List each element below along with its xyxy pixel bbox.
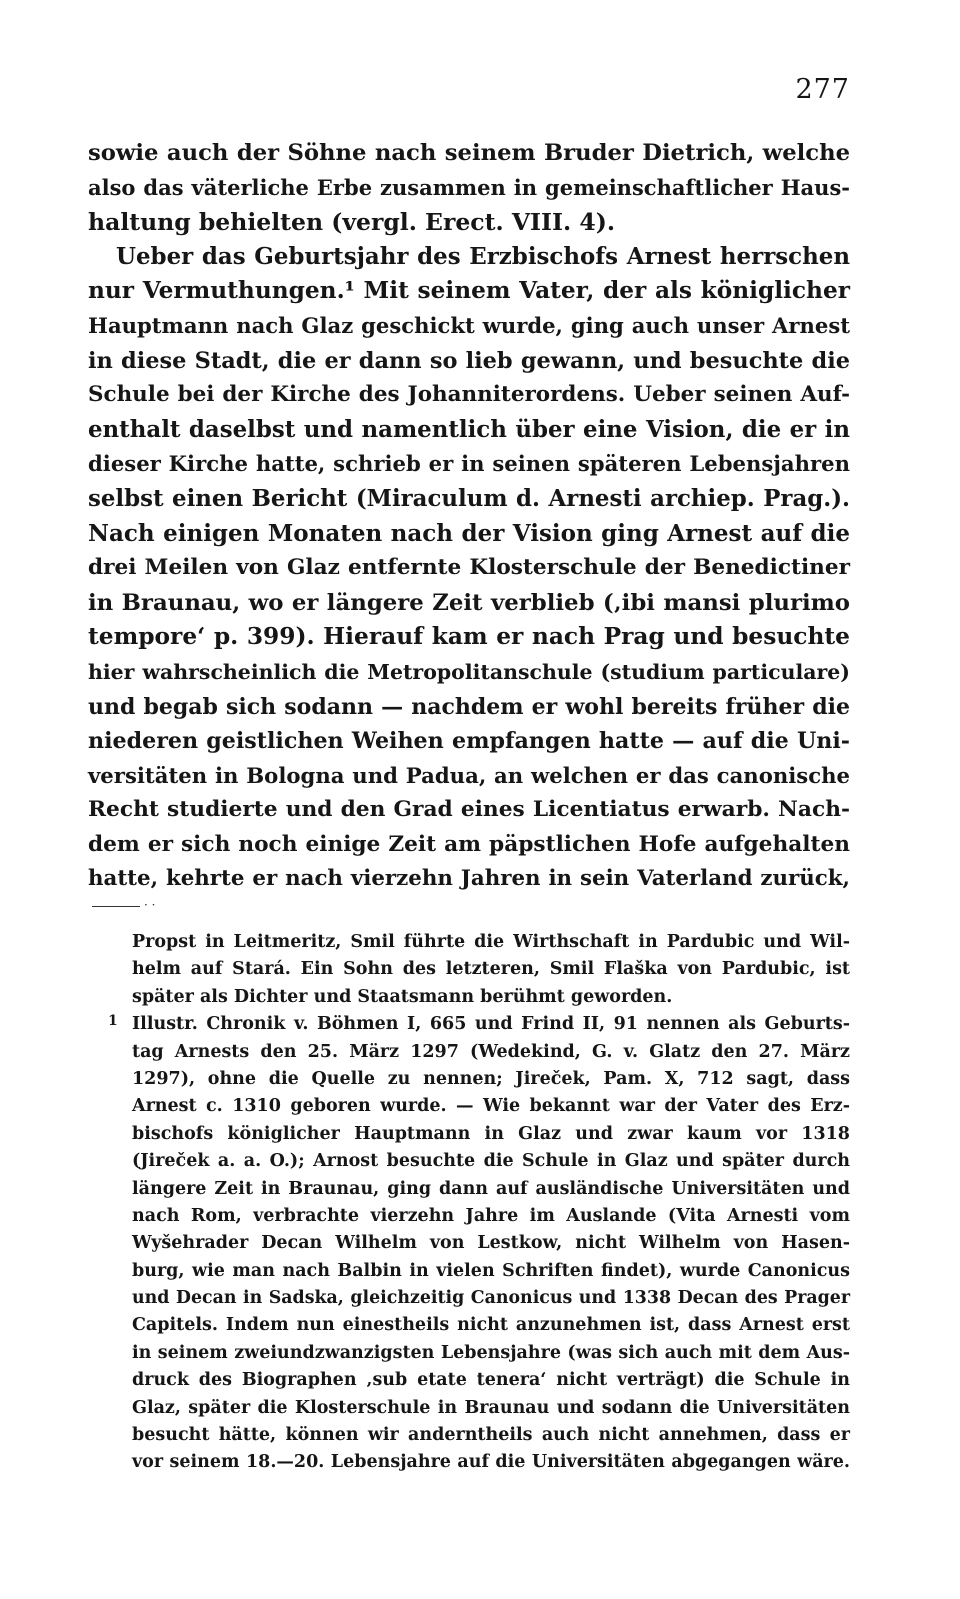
footnote-line: druck des Biographen ‚sub etate tenera‘ nicht verträgt) die Schule in [132,1370,850,1391]
text-line: Hauptmann nach Glaz geschickt wurde, ging auch unser Arnest [88,312,850,338]
text-line: Ueber das Geburtsjahr des Erzbischofs Arnest herrschen [116,242,850,270]
text-line: sowie auch der Söhne nach seinem Bruder Dietrich, welche [88,140,850,166]
footnote-line: längere Zeit in Braunau, ging dann auf ausländische Universitäten und [132,1178,850,1199]
footnote-line [108,1011,850,1038]
text-line: also das väterliche Erbe zusammen in gemeinschaftlicher Haus- [88,174,850,200]
footnote-separator [92,906,140,907]
footnote-line: bischofs königlicher Hauptmann in Glaz und zwar kaum vor 1318 [132,1123,850,1144]
page-number: 277 [795,74,850,105]
text-line: Schule bei der Kirche des Johanniterordens. Ueber seinen Auf- [88,382,850,408]
text-line: dieser Kirche hatte, schrieb er in seinen späteren Lebensjahren [88,451,850,477]
text-line: hier wahrscheinlich die Metropolitanschule (studium particulare) [88,659,850,684]
footnote-line: besucht hätte, können wir anderntheils auch nicht annehmen, dass er [132,1425,850,1446]
text-line: enthalt daselbst und namentlich über eine Vision, die er in [88,416,850,443]
text-line: nur Vermuthungen.¹ Mit seinem Vater, der als königlicher [88,277,850,305]
text-line: hatte, kehrte er nach vierzehn Jahren in sein Vaterland zurück, [88,866,850,892]
text-line: haltung behielten (vergl. Erect. VIII. 4). [88,208,616,237]
text-line: niederen geistlichen Weihen empfangen hatte — auf die Uni- [88,728,850,755]
footnote-line: und Decan in Sadska, gleichzeitig Canonicus und 1338 Decan des Prager [132,1288,850,1309]
footnote-line: später als Dichter und Staatsmann berühmt geworden. [132,986,673,1007]
text-line: versitäten in Bologna und Padua, an welchen er das canonische [88,762,850,788]
main-text [88,136,850,897]
text-line: drei Meilen von Glaz entfernte Klosterschule der Benedictiner [88,555,850,581]
footnote-line: Capitels. Indem nun einestheils nicht anzunehmen ist, dass Arnest erst [132,1315,850,1336]
text-line: dem er sich noch einige Zeit am päpstlichen Hofe aufgehalten [88,831,850,857]
footnotes [92,929,850,1477]
footnote-line-text: Illustr. Chronik v. Böhmen I, 665 und Frind II, 91 nennen als Geburts- [132,1014,850,1035]
text-line: selbst einen Bericht (Miraculum d. Arnesti archiep. Prag.). [88,485,850,512]
text-line: in diese Stadt, die er dann so lieb gewann, und besuchte die [88,347,850,374]
text-line: Nach einigen Monaten nach der Vision ging Arnest auf die [88,519,850,547]
footnote-1 [92,1011,850,1477]
footnote-line: vor seinem 18.—20. Lebensjahre auf die Universitäten abgegangen wäre. [132,1452,850,1473]
text-line: in Braunau, wo er längere Zeit verblieb (‚ibi mansi plurimo [88,589,850,616]
text-line: tempore‘ p. 399). Hierauf kam er nach Prag und besuchte [88,623,850,651]
footnote-marker: 1 [108,1013,118,1030]
footnote-line: 1297), ohne die Quelle zu nennen; Jireček, Pam. X, 712 sagt, dass [132,1068,850,1089]
footnote-continuation [92,929,850,1011]
footnote-line: Wyšehrader Decan Wilhelm von Lestkow, nicht Wilhelm von Hasen- [132,1233,850,1254]
footnote-line: burg, wie man nach Balbin in vielen Schriften findet), wurde Canonicus [132,1260,850,1281]
footnote-separator-dots: · · [144,898,156,912]
footnote-line: Arnest c. 1310 geboren wurde. — Wie bekannt war der Vater des Erz- [132,1096,850,1117]
footnote-line: Propst in Leitmeritz, Smil führte die Wirthschaft in Pardubic und Wil- [132,932,850,952]
footnote-line: tag Arnests den 25. März 1297 (Wedekind, G. v. Glatz den 27. März [132,1041,850,1062]
footnote-line: in seinem zweiundzwanzigsten Lebensjahre (was sich auch mit dem Aus- [132,1342,850,1363]
footnote-line: nach Rom, verbrachte vierzehn Jahre im Auslande (Vita Arnesti vom [132,1205,850,1226]
footnote-line: Glaz, später die Klosterschule in Braunau und sodann die Universitäten [132,1397,850,1418]
text-line: Recht studierte und den Grad eines Licentiatus erwarb. Nach- [88,797,850,823]
footnote-line: (Jireček a. a. O.); Arnost besuchte die Schule in Glaz und später durch [132,1151,850,1172]
text-line: und begab sich sodann — nachdem er wohl bereits früher die [88,693,850,720]
footnote-line: helm auf Stará. Ein Sohn des letzteren, Smil Flaška von Pardubic, ist [132,959,850,980]
